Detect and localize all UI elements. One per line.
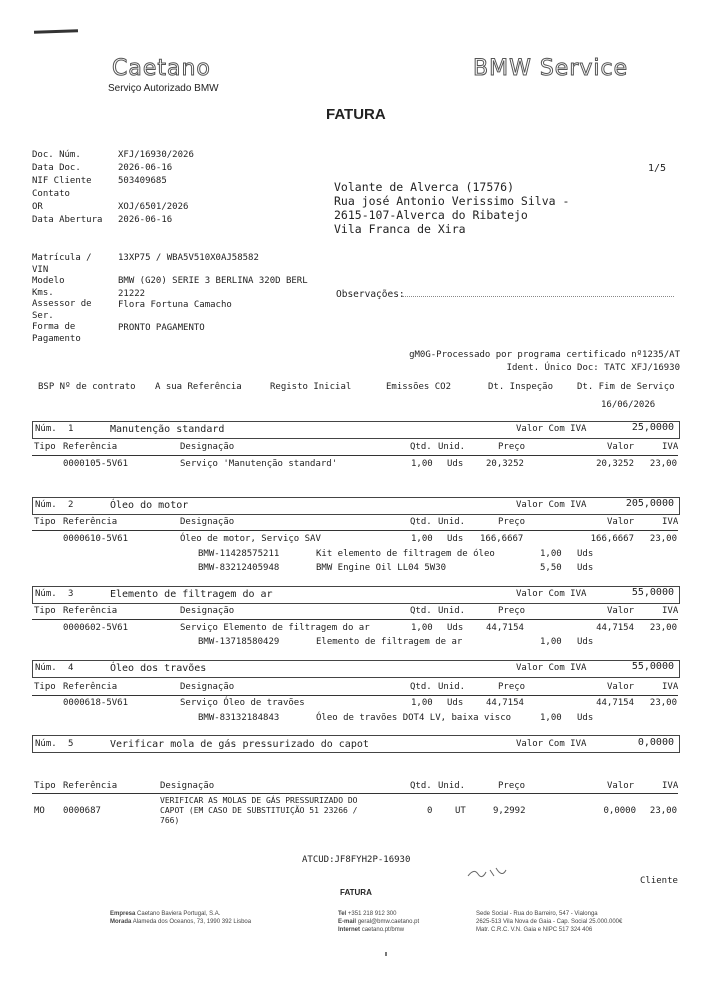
line-iva: 23,00 <box>649 698 677 708</box>
part-desc: Óleo de travões DOT4 LV, baixa visco <box>316 713 512 723</box>
col-header-iva: IVA <box>662 781 679 791</box>
internet-label: Internet <box>338 927 361 933</box>
tel-value: +351 218 912 300 <box>347 911 397 917</box>
col-header-referencia: Referência <box>63 606 118 616</box>
vehicle-label: Matrícula / <box>32 253 92 263</box>
col-header-qtd: Qtd. <box>410 442 432 452</box>
info-label: Doc. Núm. <box>32 150 81 160</box>
empresa-value: Caetano Baviera Portugal, S.A. <box>137 911 221 917</box>
meta-header-co2: Emissões CO2 <box>386 382 452 392</box>
section-title: Elemento de filtragem do ar <box>110 589 273 600</box>
line-desig: Serviço Óleo de travões <box>180 698 305 708</box>
line-valor: 166,6667 <box>590 534 634 544</box>
unique-doc-id: Ident. Único Doc: TATC XFJ/16930 <box>506 363 680 373</box>
section-number: 3 <box>68 589 74 599</box>
info-label: NIF Cliente <box>32 176 92 186</box>
col-header-qtd: Qtd. <box>410 682 432 692</box>
header-rule <box>32 793 678 794</box>
client-city: Vila Franca de Xira <box>334 222 466 236</box>
line-preco: 166,6667 <box>480 534 524 544</box>
mo-tipo: MO <box>34 806 45 816</box>
section-total: 25,0000 <box>631 422 674 433</box>
col-header-tipo: Tipo <box>34 442 56 452</box>
vehicle-label: VIN <box>32 264 49 275</box>
footer-sede-block <box>476 910 622 934</box>
section-num-label: Núm. <box>35 739 57 749</box>
meta-header-fim: Dt. Fim de Serviço <box>577 382 675 392</box>
vehicle-label: Ser. <box>32 310 54 321</box>
certification-line: gM0G-Processado por programa certificado nº1235/AT <box>409 350 680 360</box>
col-header-unid: Unid. <box>438 682 466 692</box>
line-valor: 44,7154 <box>596 698 634 708</box>
section-total: 0,0000 <box>637 737 674 748</box>
col-header-tipo: Tipo <box>34 781 56 791</box>
vehicle-label: Modelo <box>32 276 65 286</box>
col-header-preco: Preço <box>498 442 526 452</box>
info-label: Data Doc. <box>32 163 81 173</box>
col-header-unid: Unid. <box>438 517 466 527</box>
line-preco: 20,3252 <box>486 459 524 469</box>
doc-info-values <box>118 149 194 227</box>
mo-desig-line: CAPOT (EM CASO DE SUBSTITUIÇÃO 51 23266 / <box>160 806 358 815</box>
atcud: ATCUD:JF8FYH2P-16930 <box>302 855 411 865</box>
col-header-designacao: Designação <box>180 442 235 452</box>
part-qtd: 1,00 <box>540 549 562 559</box>
col-header-valor: Valor <box>607 517 635 527</box>
footer-contact-block <box>338 910 419 934</box>
col-header-referencia: Referência <box>63 517 118 527</box>
col-header-designacao: Designação <box>180 517 235 527</box>
footer-company-block <box>110 910 251 926</box>
section-total-label: Valor Com IVA <box>516 739 587 749</box>
col-header-referencia: Referência <box>63 682 118 692</box>
info-label: Contato <box>32 189 70 199</box>
meta-header-inspecao: Dt. Inspeção <box>488 382 554 392</box>
line-unid: Uds <box>447 459 464 469</box>
sede-line: 2625-513 Vila Nova de Gaia - Cap. Social 25.000.000€ <box>476 919 623 925</box>
morada-value: Alameda dos Oceanos, 73, 1990 392 Lisboa <box>132 919 252 925</box>
line-iva: 23,00 <box>649 623 677 633</box>
company-logo: Caetano <box>112 56 211 81</box>
mo-desig-line: VERIFICAR AS MOLAS DE GÁS PRESSURIZADO DO <box>160 796 358 805</box>
line-valor: 20,3252 <box>596 459 634 469</box>
col-header-iva: IVA <box>662 442 679 452</box>
line-preco: 44,7154 <box>486 623 524 633</box>
line-ref: 0000610-5V61 <box>63 534 129 544</box>
order-number: XOJ/6501/2026 <box>118 202 189 212</box>
line-iva: 23,00 <box>649 534 677 544</box>
section-total: 55,0000 <box>631 587 674 598</box>
section-total-label: Valor Com IVA <box>516 589 587 599</box>
email-value: geral@bmw.caetano.pt <box>357 919 420 925</box>
section-number: 1 <box>68 424 74 434</box>
mo-desig-line: 766) <box>160 816 180 825</box>
section-num-label: Núm. <box>35 589 57 599</box>
col-header-qtd: Qtd. <box>410 517 432 527</box>
mo-desig <box>160 796 357 826</box>
sede-line: Sede Social - Rua do Barreiro, 547 - Vialonga <box>476 911 598 917</box>
plate-vin: 13XP75 / WBA5V510X0AJ58582 <box>118 253 259 263</box>
part-desc: Kit elemento de filtragem de óleo <box>316 549 495 559</box>
section-number: 5 <box>68 739 74 749</box>
part-unid: Uds <box>577 549 594 559</box>
line-qtd: 1,00 <box>411 459 433 469</box>
footer-doc-type: FATURA <box>340 888 372 897</box>
col-header-preco: Preço <box>498 682 526 692</box>
col-header-designacao: Designação <box>180 682 235 692</box>
scribble-icon <box>466 862 510 884</box>
part-qtd: 1,00 <box>540 713 562 723</box>
section-number: 4 <box>68 663 74 673</box>
sede-line: Matr. C.R.C. V.N. Gaia e NIPC 517 324 406 <box>476 927 593 933</box>
tel-label: Tel <box>338 911 347 917</box>
brand-logo: BMW Service <box>473 56 629 81</box>
line-unid: Uds <box>447 623 464 633</box>
col-header-unid: Unid. <box>438 442 466 452</box>
line-preco: 44,7154 <box>486 698 524 708</box>
copy-type: Cliente <box>640 876 678 886</box>
section-total: 55,0000 <box>631 661 674 672</box>
part-unid: Uds <box>577 713 594 723</box>
col-header-iva: IVA <box>662 606 679 616</box>
section-title: Manutenção standard <box>110 424 225 435</box>
internet-value: caetano.pt/bmw <box>361 927 405 933</box>
col-header-preco: Preço <box>498 517 526 527</box>
col-header-tipo: Tipo <box>34 606 56 616</box>
line-ref: 0000618-5V61 <box>63 698 129 708</box>
mo-unid: UT <box>455 806 466 816</box>
section-num-label: Núm. <box>35 500 57 510</box>
line-desig: Serviço 'Manutenção standard' <box>180 459 338 469</box>
line-qtd: 1,00 <box>411 698 433 708</box>
col-header-valor: Valor <box>607 442 635 452</box>
client-address <box>334 180 569 236</box>
client-postal: 2615-107-Alverca do Ribatejo <box>334 208 528 222</box>
line-qtd: 1,00 <box>411 534 433 544</box>
client-name: Volante de Alverca (17576) <box>334 180 515 194</box>
part-qtd: 5,50 <box>540 563 562 573</box>
corner-mark <box>34 29 78 34</box>
col-header-designacao: Designação <box>180 606 235 616</box>
col-header-iva: IVA <box>662 682 679 692</box>
info-label: Data Abertura <box>32 215 103 225</box>
line-desig: Óleo de motor, Serviço SAV <box>180 534 321 544</box>
part-code: BMW-13718580429 <box>198 637 280 647</box>
meta-header-bsp: BSP Nº de contrato <box>38 382 136 392</box>
company-subtitle: Serviço Autorizado BMW <box>108 83 219 94</box>
col-header-qtd: Qtd. <box>410 781 432 791</box>
section-title: Óleo dos travões <box>110 663 207 674</box>
mo-ref: 0000687 <box>63 806 101 816</box>
mo-qtd: 0 <box>427 806 433 816</box>
header-rule <box>32 530 678 531</box>
section-number: 2 <box>68 500 74 510</box>
vehicle-label: Forma de <box>32 322 76 332</box>
vehicle-labels <box>32 253 92 345</box>
header-rule <box>32 695 678 696</box>
info-label: OR <box>32 202 43 212</box>
part-code: BMW-11428575211 <box>198 549 280 559</box>
vehicle-model: BMW (G20) SERIE 3 BERLINA 320D BERL <box>118 276 308 286</box>
meta-header-ref: A sua Referência <box>155 382 242 392</box>
meta-header-registo: Registo Inicial <box>270 382 352 392</box>
col-header-referencia: Referência <box>63 442 118 452</box>
line-unid: Uds <box>447 698 464 708</box>
page-number: 1/5 <box>648 163 667 174</box>
client-street: Rua josé Antonio Verissimo Silva - <box>334 194 570 208</box>
col-header-tipo: Tipo <box>34 517 56 527</box>
section-total-label: Valor Com IVA <box>516 663 587 673</box>
part-qtd: 1,00 <box>540 637 562 647</box>
col-header-preco: Preço <box>498 781 526 791</box>
part-desc: Elemento de filtragem de ar <box>316 637 463 647</box>
col-header-valor: Valor <box>607 606 635 616</box>
part-unid: Uds <box>577 637 594 647</box>
section-num-label: Núm. <box>35 663 57 673</box>
vehicle-kms: 21222 <box>118 289 146 299</box>
empresa-label: Empresa <box>110 911 136 917</box>
mo-preco: 9,2992 <box>493 806 526 816</box>
section-num-label: Núm. <box>35 424 57 434</box>
observations-line <box>402 296 674 297</box>
line-ref: 0000105-5V61 <box>63 459 129 469</box>
col-header-unid: Unid. <box>438 781 466 791</box>
part-code: BMW-83212405948 <box>198 563 280 573</box>
mo-iva: 23,00 <box>649 806 677 816</box>
client-nif: 503409685 <box>118 176 167 186</box>
header-rule <box>32 455 678 456</box>
service-advisor: Flora Fortuna Camacho <box>118 300 232 310</box>
part-unid: Uds <box>577 563 594 573</box>
section-total-label: Valor Com IVA <box>516 424 587 434</box>
contact <box>118 188 194 201</box>
observations-label: Observações: <box>336 289 405 300</box>
payment-method: PRONTO PAGAMENTO <box>118 323 205 333</box>
line-iva: 23,00 <box>649 459 677 469</box>
doc-number: XFJ/16930/2026 <box>118 150 194 160</box>
col-header-iva: IVA <box>662 517 679 527</box>
col-header-valor: Valor <box>607 781 635 791</box>
header-rule <box>32 619 678 620</box>
section-total: 205,0000 <box>625 498 674 509</box>
col-header-referencia: Referência <box>63 781 118 791</box>
col-header-valor: Valor <box>607 682 635 692</box>
line-valor: 44,7154 <box>596 623 634 633</box>
part-desc: BMW Engine Oil LL04 5W30 <box>316 563 447 573</box>
section-title: Verificar mola de gás pressurizado do capot <box>110 739 369 750</box>
line-ref: 0000602-5V61 <box>63 623 129 633</box>
mo-valor: 0,0000 <box>603 806 636 816</box>
page-dot <box>385 952 387 956</box>
vehicle-label: Assessor de <box>32 299 92 309</box>
line-qtd: 1,00 <box>411 623 433 633</box>
section-title: Óleo do motor <box>110 500 189 511</box>
signature-scribble <box>466 862 510 884</box>
col-header-unid: Unid. <box>438 606 466 616</box>
col-header-preco: Preço <box>498 606 526 616</box>
col-header-tipo: Tipo <box>34 682 56 692</box>
open-date: 2026-06-16 <box>118 215 173 225</box>
email-label: E-mail <box>338 919 357 925</box>
service-end-date: 16/06/2026 <box>601 400 656 410</box>
doc-date: 2026-06-16 <box>118 163 173 173</box>
document-title: FATURA <box>326 106 386 123</box>
line-desig: Serviço Elemento de filtragem do ar <box>180 623 370 633</box>
morada-label: Morada <box>110 919 132 925</box>
part-code: BMW-83132184843 <box>198 713 280 723</box>
vehicle-label: Pagamento <box>32 333 81 344</box>
col-header-designacao: Designação <box>160 781 215 791</box>
vehicle-label: Kms. <box>32 287 54 298</box>
doc-info-labels <box>32 149 102 227</box>
col-header-qtd: Qtd. <box>410 606 432 616</box>
section-total-label: Valor Com IVA <box>516 500 587 510</box>
line-unid: Uds <box>447 534 464 544</box>
